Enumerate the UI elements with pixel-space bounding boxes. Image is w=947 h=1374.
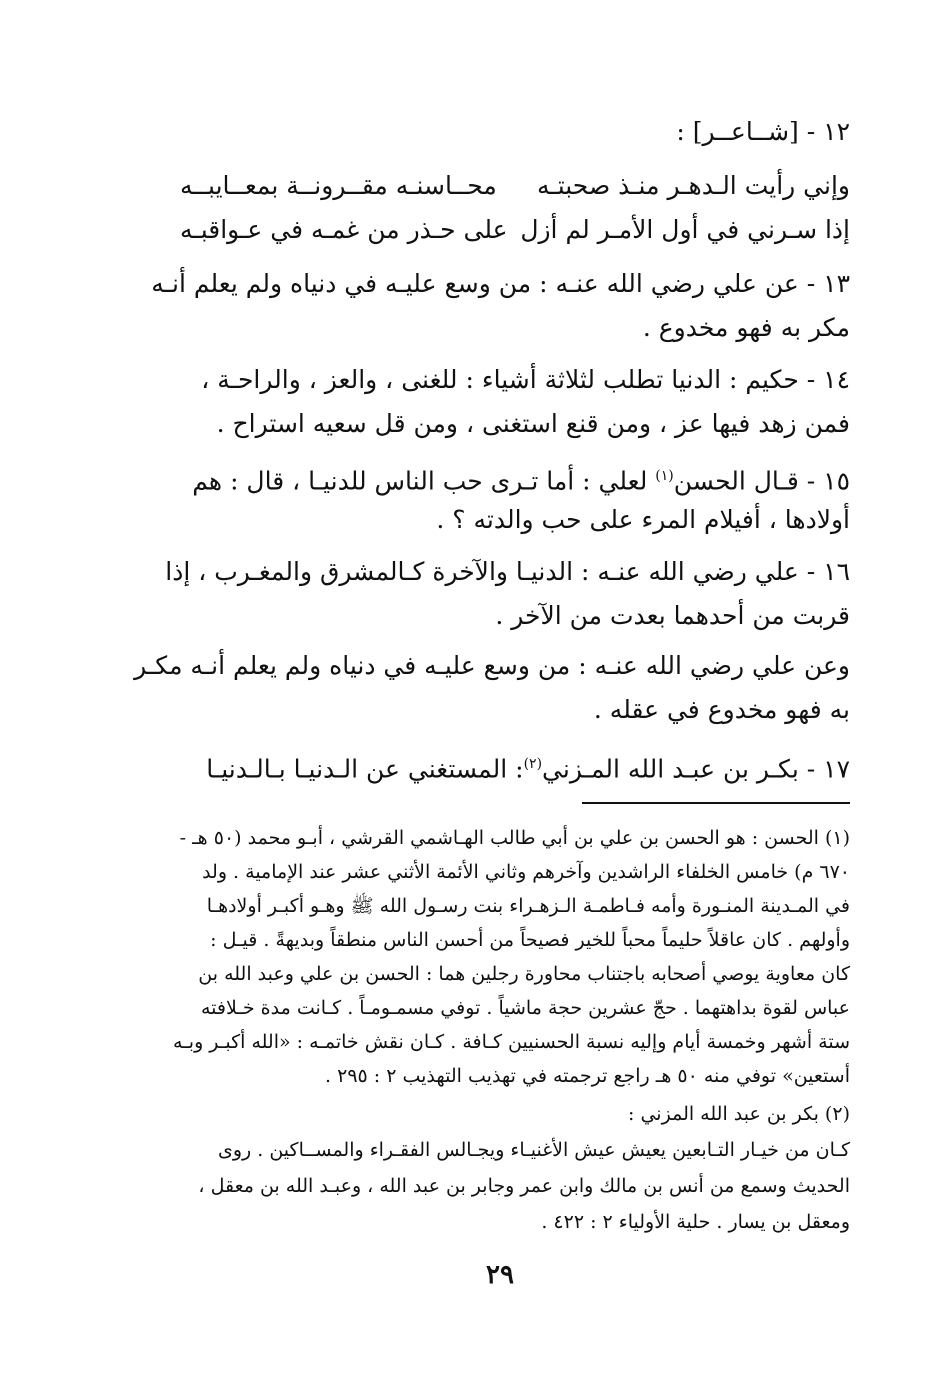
footnote-2-line-2: الحديث وسمع من أنس بن مالك وابن عمر وجابر بن عبد الله ، وعبـد الله بن معقل ، (198, 1175, 850, 1197)
entry-16-line-1: ١٦ - علي رضي الله عنـه : الدنيـا والآخرة كـالمشرق والمغـرب ، إذا (165, 557, 850, 586)
footnote-1-line-5: كان معاوية يوصي أصحابه باجتناب محاورة رجلين هما : الحسن بن علي وعبد الله بن (198, 963, 850, 985)
entry-12-heading: ١٢ - [شــاعــر] : (676, 117, 850, 146)
book-page (134, 0, 850, 1374)
entry-15-text-a: ١٥ - قـال الحسن (673, 466, 850, 496)
entry-13-line-1: ١٣ - عن علي رضي الله عنـه : من وسع عليـه في دنياه ولم يعلم أنـه (151, 269, 850, 298)
entry-16-line-2: قربت من أحدهما بعدت من الآخر . (495, 601, 850, 630)
footnote-1-line-2: ٦٧٠ م) خامس الخلفاء الراشدين وآخرهم وثاني الأئمة الأثني عشر عند الإمامية . ولد (202, 861, 850, 883)
page-number: ٢٩ (486, 1260, 514, 1290)
footnote-1-line-6: عباس لقوة بداهتهما . حجّ عشرين حجة ماشياً . توفي مسمـومـاً . كـانت مدة خـلافته (200, 997, 850, 1019)
footnote-1-line-7: ستة أشهر وخمسة أيام وإليه نسبة الحسنيين كـافة . كـان نقش خاتمـه : «الله أكبـر وبـه (173, 1031, 850, 1053)
footnote-2-line-1: كـان من خيـار التـابعين يعيش عيش الأغنيـاء ويجـالس الفقـراء والمســاكين . روى (217, 1139, 850, 1161)
footnote-1-line-3: في المـدينة المنـورة وأمه فـاطمـة الـزهـراء بنت رسـول الله ﷺ وهـو أكبـر أولادهـا (206, 895, 850, 917)
footnote-ref-1[interactable]: (١) (655, 468, 674, 484)
verse-1-first-hemistich: وإني رأيت الـدهـر منـذ صحبتـه (536, 171, 850, 200)
entry-17-text-a: ١٧ - بكـر بن عبـد الله المـزني (542, 754, 850, 784)
verse-2-first-hemistich: إذا سـرني في أول الأمـر لم أزل (520, 215, 850, 244)
footnote-2-heading: (٢) بكر بن عبد الله المزني : (628, 1103, 850, 1125)
entry-17-line-1 (150, 744, 850, 789)
entry-16b-line-2: به فهو مخدوع في عقله . (593, 695, 850, 724)
footnote-1-line-4: وأولهم . كان عاقلاً حليماً محباً للخير فصيحاً من أحسن الناس منطقاً وبديهةً . قيـل : (210, 929, 850, 951)
entry-16b-line-1: وعن علي رضي الله عنـه : من وسع عليـه في دنياه ولم يعلم أنـه مكـر (134, 651, 850, 680)
entry-14-line-1: ١٤ - حكيم : الدنيا تطلب لثلاثة أشياء : للغنى ، والعز ، والراحـة ، (201, 365, 850, 394)
footnote-1-line-1: (١) الحسن : هو الحسن بن علي بن أبي طالب الهـاشمي القرشي ، أبـو محمد (٥٠ هـ - (179, 827, 850, 849)
verse-1-second-hemistich: محــاسنـه مقــرونــة بمعــايبــه (180, 171, 497, 200)
entry-17-text-b: : المستغني عن الـدنيـا بـالـدنيـا (206, 754, 524, 784)
footnote-2-line-3: ومعقل بن يسار . حلية الأولياء ٢ : ٤٢٢ . (541, 1211, 850, 1233)
entry-15-line-2: أولادها ، أفيلام المرء على حب والدته ؟ . (436, 505, 850, 534)
footnote-separator (582, 802, 850, 804)
entry-15-text-b: لعلي : أما تـرى حب الناس للدنيـا ، قال : هم (192, 466, 656, 496)
entry-14-line-2: فمن زهد فيها عز ، ومن قنع استغنى ، ومن قل سعيه استراح . (216, 409, 850, 438)
verse-2-second-hemistich: على حـذر من غمـه في عـواقبـه (180, 215, 508, 244)
entry-13-line-2: مكر به فهو مخدوع . (642, 313, 850, 342)
entry-15-line-1 (150, 456, 850, 501)
footnote-ref-2[interactable]: (٢) (523, 756, 543, 772)
footnote-1-line-8: أستعين» توفي منه ٥٠ هـ راجع ترجمته في تهذيب التهذيب ٢ : ٢٩٥ . (325, 1065, 850, 1087)
